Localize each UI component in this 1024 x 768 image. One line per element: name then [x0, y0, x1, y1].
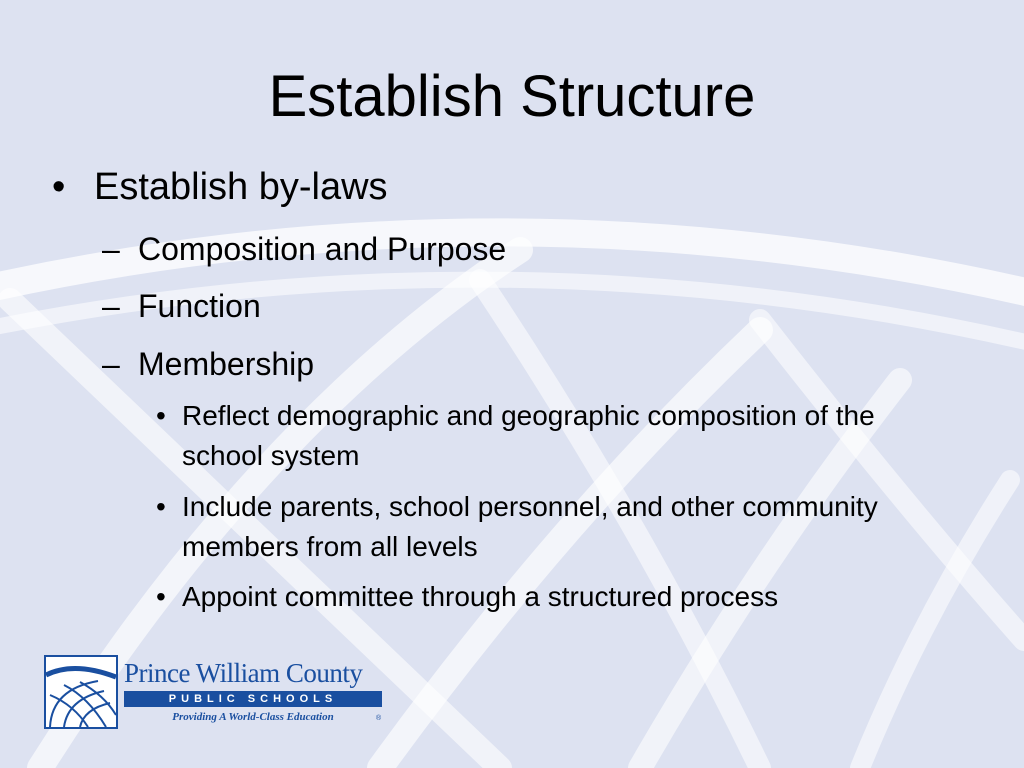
bullet-level3	[156, 396, 946, 476]
logo-name: Prince William County	[124, 658, 363, 688]
bullet-marker: •	[156, 581, 166, 612]
slide-title: Establish Structure	[268, 64, 756, 129]
logo-band: PUBLIC SCHOOLS	[124, 691, 382, 707]
bullet-text: Include parents, school personnel, and other community members from all levels	[182, 491, 878, 562]
bullet-text: Composition and Purpose	[138, 231, 507, 267]
bullet-text: Establish by-laws	[94, 166, 388, 208]
bullet-text: Membership	[138, 346, 315, 382]
bullet-marker: •	[156, 400, 166, 431]
bullet-marker: •	[52, 166, 66, 208]
registered-mark: ®	[376, 715, 382, 722]
dash-marker: –	[102, 288, 120, 324]
bullet-level3	[156, 487, 946, 567]
logo-tagline: Providing A World-Class Education	[172, 711, 334, 723]
school-logo	[44, 655, 386, 729]
bullet-text: Appoint committee through a structured process	[182, 581, 779, 612]
globe-arch-icon	[44, 655, 118, 729]
bullet-level3	[156, 577, 946, 617]
dash-marker: –	[102, 231, 120, 267]
bullet-text: Reflect demographic and geographic composition of the school system	[182, 400, 875, 471]
bullet-text: Function	[138, 288, 261, 324]
dash-marker: –	[102, 346, 120, 382]
bullet-marker: •	[156, 491, 166, 522]
